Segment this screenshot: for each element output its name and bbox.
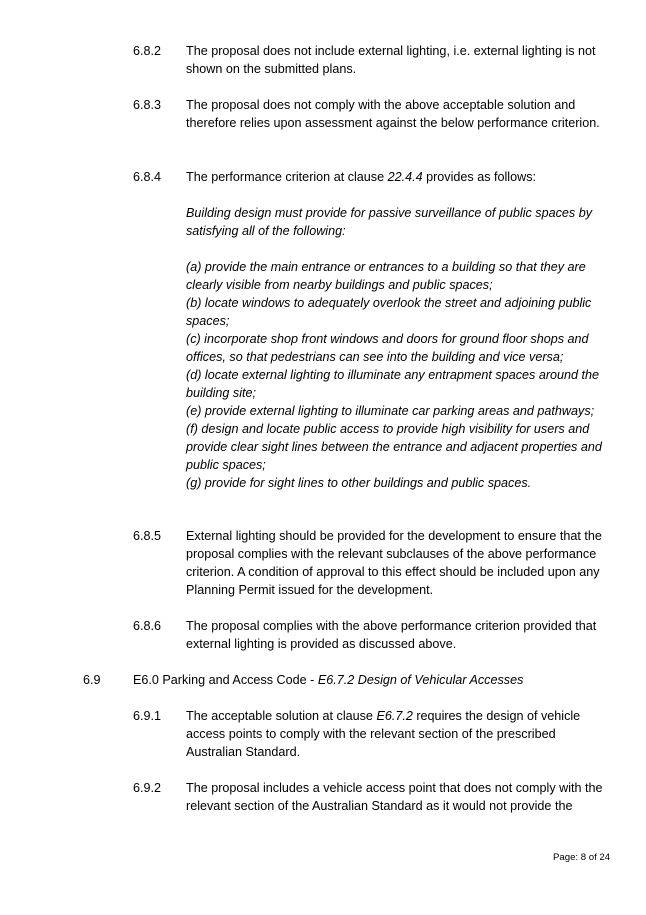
quote-item-f: (f) design and locate public access to provide high visibility for users and provide clear sight lines between the entrance and adjacent properties and public spaces; [186, 422, 602, 472]
quote-item-g: (g) provide for sight lines to other buildings and public spaces. [186, 476, 532, 490]
quote-list [186, 258, 606, 492]
paragraph-number: 6.8.2 [133, 44, 162, 58]
paragraph-number: 6.9.1 [133, 709, 162, 723]
paragraph-number: 6.8.3 [133, 98, 162, 112]
quote-item-b: (b) locate windows to adequately overlook the street and adjoining public spaces; [186, 296, 592, 328]
quote-item-a: (a) provide the main entrance or entrances to a building so that they are clearly visible from nearby buildings and public spaces; [186, 260, 586, 292]
paragraph-number: 6.9.2 [133, 781, 162, 795]
paragraph-text [186, 168, 606, 186]
quote-item-e: (e) provide external lighting to illuminate car parking areas and pathways; [186, 404, 595, 418]
paragraph-text: The proposal complies with the above performance criterion provided that external lighting is provided as discussed above. [186, 619, 597, 651]
paragraph-number: 6.8.4 [133, 170, 162, 184]
section-title [133, 671, 603, 689]
section-number: 6.9 [83, 673, 101, 687]
paragraph-text: External lighting should be provided for the development to ensure that the proposal complies with the relevant subclauses of the above performance criterion. A condition of approval to this effect should be included upon any Planning Permit issued for the development. [186, 529, 602, 597]
quote-item-c: (c) incorporate shop front windows and doors for ground floor shops and offices, so that pedestrians can see into the building and vice versa; [186, 332, 589, 364]
paragraph-number: 6.8.5 [133, 529, 162, 543]
section-title-italic: E6.7.2 Design of Vehicular Accesses [317, 673, 524, 687]
paragraph-text: The proposal does not comply with the above acceptable solution and therefore relies upon assessment against the below performance criterion. [186, 98, 600, 130]
text-after: requires the design of vehicle access points to comply with the relevant section of the prescribed Australian Standard. [186, 709, 581, 759]
text-before: The performance criterion at clause [186, 170, 388, 184]
quote-item-d: (d) locate external lighting to illuminate any entrapment spaces around the building site; [186, 368, 600, 400]
section-title-plain: E6.0 Parking and Access Code - [133, 673, 318, 687]
quote-intro: Building design must provide for passive surveillance of public spaces by satisfying all of the following: [186, 206, 593, 238]
paragraph-number: 6.8.6 [133, 619, 162, 633]
text-before: The acceptable solution at clause [186, 709, 377, 723]
page-number-footer: Page: 8 of 24 [553, 852, 611, 863]
paragraph-text: The proposal includes a vehicle access point that does not comply with the relevant section of the Australian Standard as it would not provide the [186, 781, 603, 813]
clause-reference: E6.7.2 [376, 709, 413, 723]
paragraph-text: The proposal does not include external lighting, i.e. external lighting is not shown on the submitted plans. [186, 44, 596, 76]
paragraph-text [186, 707, 606, 761]
clause-reference: 22.4.4 [387, 170, 423, 184]
text-after: provides as follows: [422, 170, 537, 184]
